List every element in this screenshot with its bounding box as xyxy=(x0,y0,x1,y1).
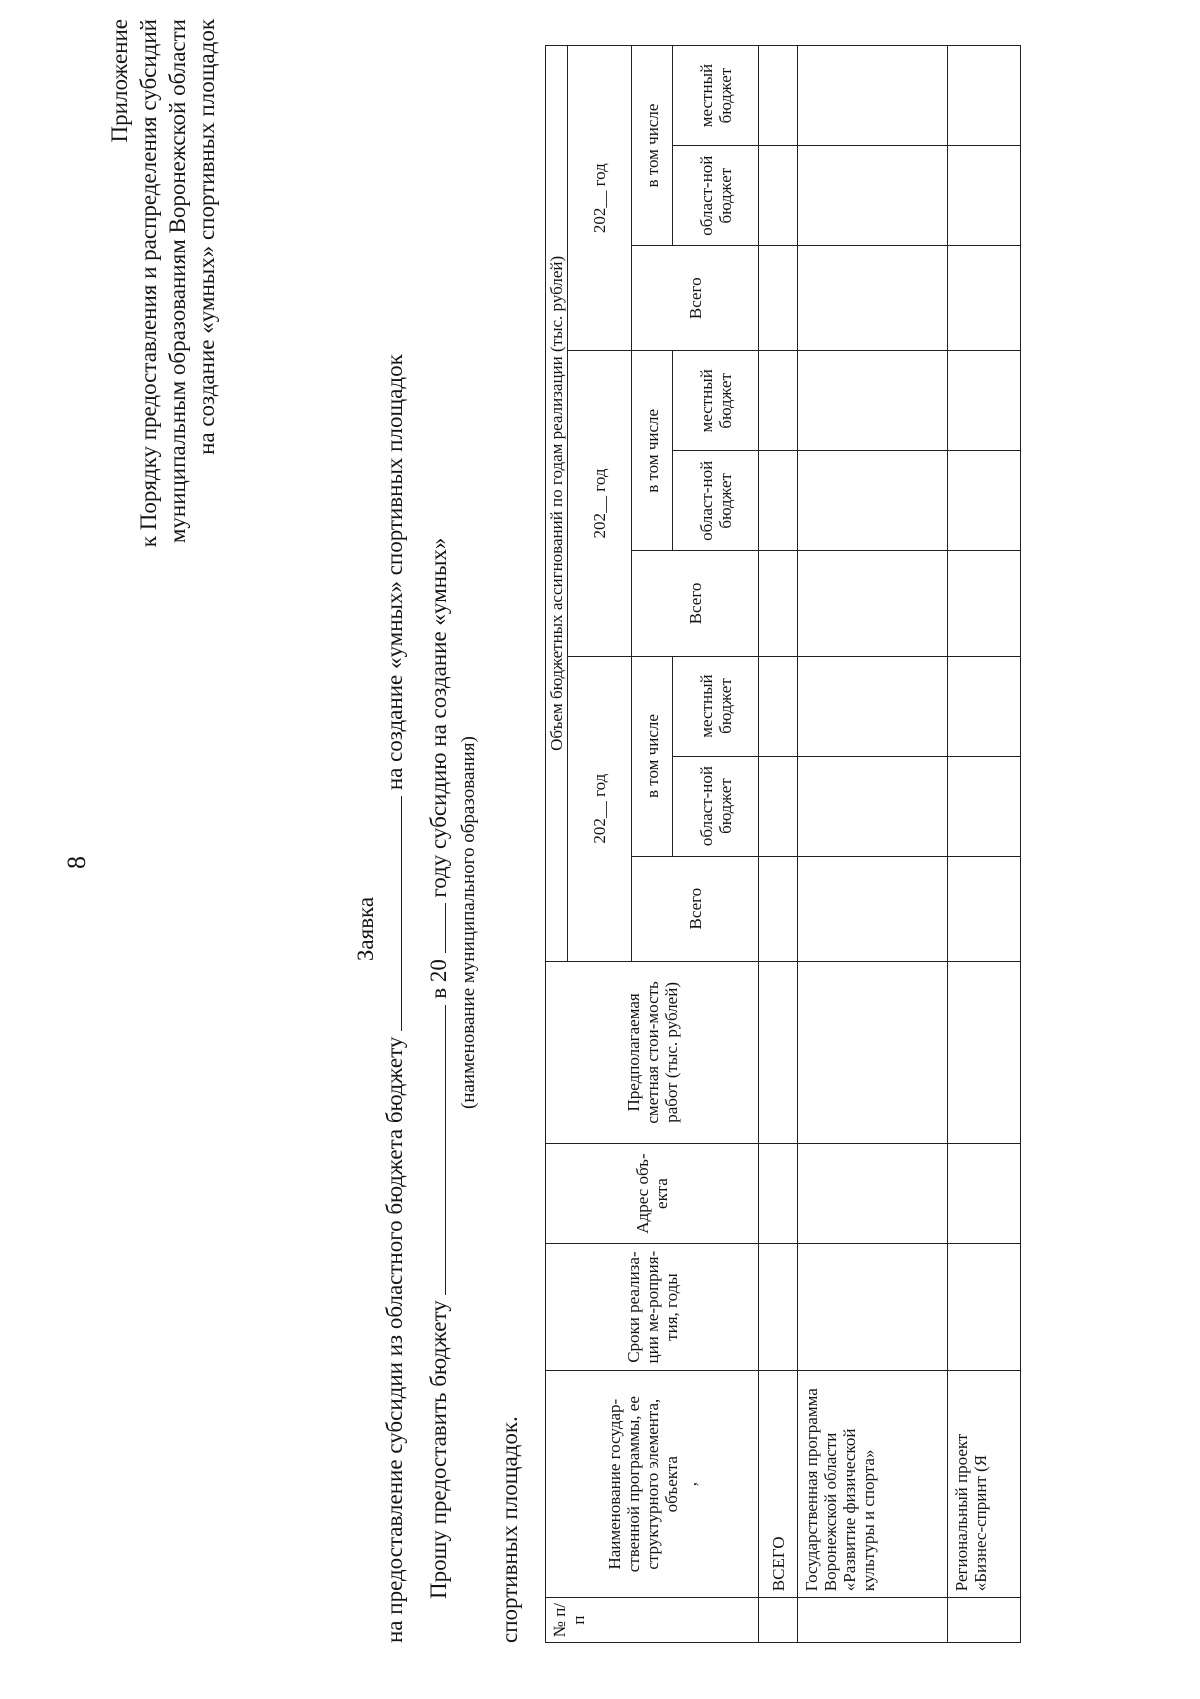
header-year-1: 202__ год xyxy=(568,656,632,961)
table-cell xyxy=(759,451,798,551)
table-cell xyxy=(948,756,1021,856)
table-cell xyxy=(759,551,798,656)
appendix-line: на создание «умных» спортивных площадок xyxy=(194,19,219,455)
table-cell xyxy=(948,351,1021,451)
request-line-1-end: на создание «умных» спортивных площадок xyxy=(382,354,407,791)
table-cell xyxy=(798,146,948,246)
table-cell xyxy=(759,756,798,856)
header-regional-1: област-ной бюджет xyxy=(673,756,759,856)
header-total-1: Всего xyxy=(632,856,759,961)
table-cell xyxy=(759,656,798,756)
header-regional-2: област-ной бюджет xyxy=(673,451,759,551)
request-title: Заявка xyxy=(353,896,378,962)
header-local-3: местный бюджет xyxy=(673,46,759,146)
table-cell xyxy=(759,351,798,451)
row-number xyxy=(948,1598,1021,1643)
table-cell xyxy=(798,656,948,756)
row-number xyxy=(798,1598,948,1643)
header-terms: Сроки реализа-ции ме-роприя-тия, годы xyxy=(546,1244,759,1371)
table-cell xyxy=(948,451,1021,551)
header-incl-3: в том числе xyxy=(632,46,673,246)
appendix-line: к Порядку предоставления и распределения субсидий xyxy=(136,19,161,548)
appendix-header xyxy=(105,19,221,639)
table-row xyxy=(948,46,1021,1643)
row-number xyxy=(759,1598,798,1643)
header-regional-3: област-ной бюджет xyxy=(673,146,759,246)
table-cell xyxy=(948,146,1021,246)
header-cost: Предполагаемая сметная стои-мость работ (тыс. рублей) xyxy=(546,961,759,1143)
table-cell xyxy=(798,961,948,1143)
municipality-caption: (наименование муниципального образования) xyxy=(458,736,479,1109)
request-line-2-start: Прошу предоставить бюджету xyxy=(426,1300,451,1599)
row-name: Региональный проект «Бизнес-спринт (Я xyxy=(948,1371,1021,1598)
table-cell xyxy=(948,246,1021,351)
header-incl-1: в том числе xyxy=(632,656,673,856)
table-cell xyxy=(759,961,798,1143)
year-blank xyxy=(445,903,446,953)
table-cell xyxy=(948,551,1021,656)
header-name xyxy=(546,1371,759,1598)
table-cell xyxy=(798,551,948,656)
header-number: № п/п xyxy=(546,1598,759,1643)
table-cell xyxy=(798,1244,948,1371)
row-name: ВСЕГО xyxy=(759,1371,798,1598)
table-row xyxy=(759,46,798,1643)
municipality-name-blank xyxy=(445,1005,446,1295)
request-line-3: спортивных площадок. xyxy=(497,1416,522,1643)
table-cell xyxy=(798,351,948,451)
header-incl-2: в том числе xyxy=(632,351,673,551)
header-local-2: местный бюджет xyxy=(673,351,759,451)
header-total-2: Всего xyxy=(632,551,759,656)
request-line-2-year: в 20 xyxy=(426,959,451,999)
header-local-1: местный бюджет xyxy=(673,656,759,756)
table-cell xyxy=(759,46,798,146)
header-volume: Объем бюджетных ассигнований по годам реализации (тыс. рублей) xyxy=(546,46,568,962)
table-cell xyxy=(948,961,1021,1143)
table-cell xyxy=(948,1244,1021,1371)
table-cell xyxy=(948,656,1021,756)
header-year-3: 202__ год xyxy=(568,46,632,351)
table-cell xyxy=(759,146,798,246)
page-number: 8 xyxy=(62,856,91,869)
header-name-text: Наименование государ-ственной программы, ее структурного элемента, объекта xyxy=(604,1396,681,1573)
request-line-2 xyxy=(426,538,452,1599)
table-cell xyxy=(798,1144,948,1244)
table-cell xyxy=(948,856,1021,961)
header-name-mark: , xyxy=(680,1482,700,1487)
table-cell xyxy=(798,756,948,856)
table-cell xyxy=(798,451,948,551)
request-line-1 xyxy=(382,354,408,1643)
table-cell xyxy=(798,246,948,351)
header-year-2: 202__ год xyxy=(568,351,632,656)
table-cell xyxy=(759,1144,798,1244)
request-line-2-end: году субсидию на создание «умных» xyxy=(426,537,451,898)
header-total-3: Всего xyxy=(632,246,759,351)
row-name: Государственная программа Воронежской области «Развитие физической культуры и спорта» xyxy=(798,1371,948,1598)
table-cell xyxy=(759,1244,798,1371)
municipality-blank xyxy=(401,796,402,1031)
request-line-1-start: на предоставление субсидии из областного бюджета бюджету xyxy=(382,1036,407,1643)
table-cell xyxy=(798,856,948,961)
header-address: Адрес объ-екта xyxy=(546,1144,759,1244)
table-cell xyxy=(798,46,948,146)
table-cell xyxy=(948,1144,1021,1244)
appendix-line: муниципальным образованиям Воронежской области xyxy=(165,19,190,544)
table-cell xyxy=(948,46,1021,146)
application-table xyxy=(545,45,1021,1643)
appendix-line: Приложение xyxy=(107,19,132,143)
table-cell xyxy=(759,246,798,351)
table-row xyxy=(798,46,948,1643)
table-cell xyxy=(759,856,798,961)
